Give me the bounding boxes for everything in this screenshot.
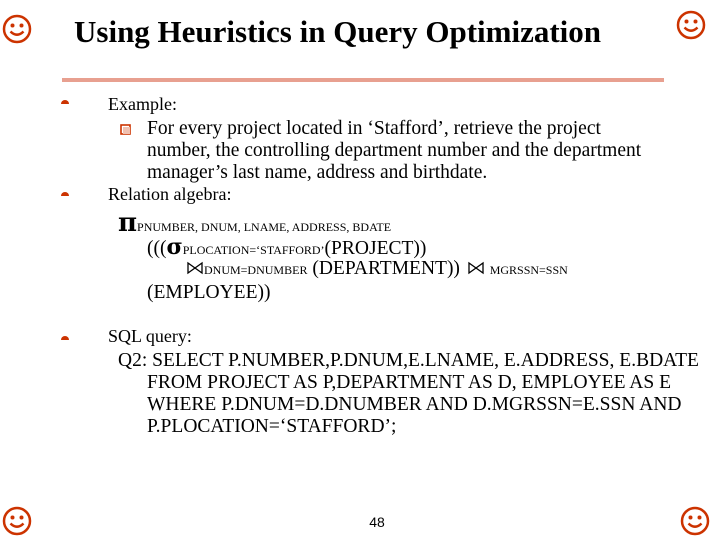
project-relation: (PROJECT)) [324,238,427,259]
title-underline [62,78,664,82]
square-bullet-icon [120,124,131,135]
smiley-icon [2,14,32,44]
bullet-icon [60,190,70,200]
sql-query-label: SQL query: [108,326,192,346]
example-text: For every project located in ‘Stafford’, retrieve the project number, the controlling department number and the department manager’s last name, address and birthdate. [147,118,642,183]
sql-query-text: Q2: SELECT P.NUMBER,P.DNUM,E.LNAME, E.ADDRESS, E.BDATE FROM PROJECT AS P,DEPARTMENT AS D, EMPLOYEE AS E WHERE P.DNUM=D.DNUMBER AND D.MGRSSN=E.SSN AND P.PLOCATION=‘STAFFORD’; [118,350,699,437]
smiley-icon [676,10,706,40]
slide-title: Using Heuristics in Query Optimization [74,14,601,49]
sigma-subscript: PLOCATION=‘STAFFORD’ [182,243,325,257]
open-parens: ((( [147,238,167,259]
algebra-line-2 [147,234,426,260]
join1-subscript: DNUM=DNUMBER [204,263,308,277]
employee-relation: (EMPLOYEE)) [147,282,271,303]
sigma-symbol: σ [166,234,183,260]
bullet-icon [60,98,70,108]
example-label: Example: [108,94,177,114]
pi-symbol: π [118,208,138,238]
pi-subscript: PNUMBER, DNUM, LNAME, ADDRESS, BDATE [137,220,392,234]
department-relation: (DEPARTMENT)) [312,258,460,279]
bowtie-join-icon [467,261,485,275]
relation-algebra-label: Relation algebra: [108,184,232,204]
smiley-icon [680,506,710,536]
bullet-icon [60,334,70,344]
page-number: 48 [369,514,385,530]
smiley-icon [2,506,32,536]
bowtie-join-icon [186,261,204,275]
algebra-line-3 [186,258,568,280]
join2-subscript: MGRSSN=SSN [489,263,568,277]
